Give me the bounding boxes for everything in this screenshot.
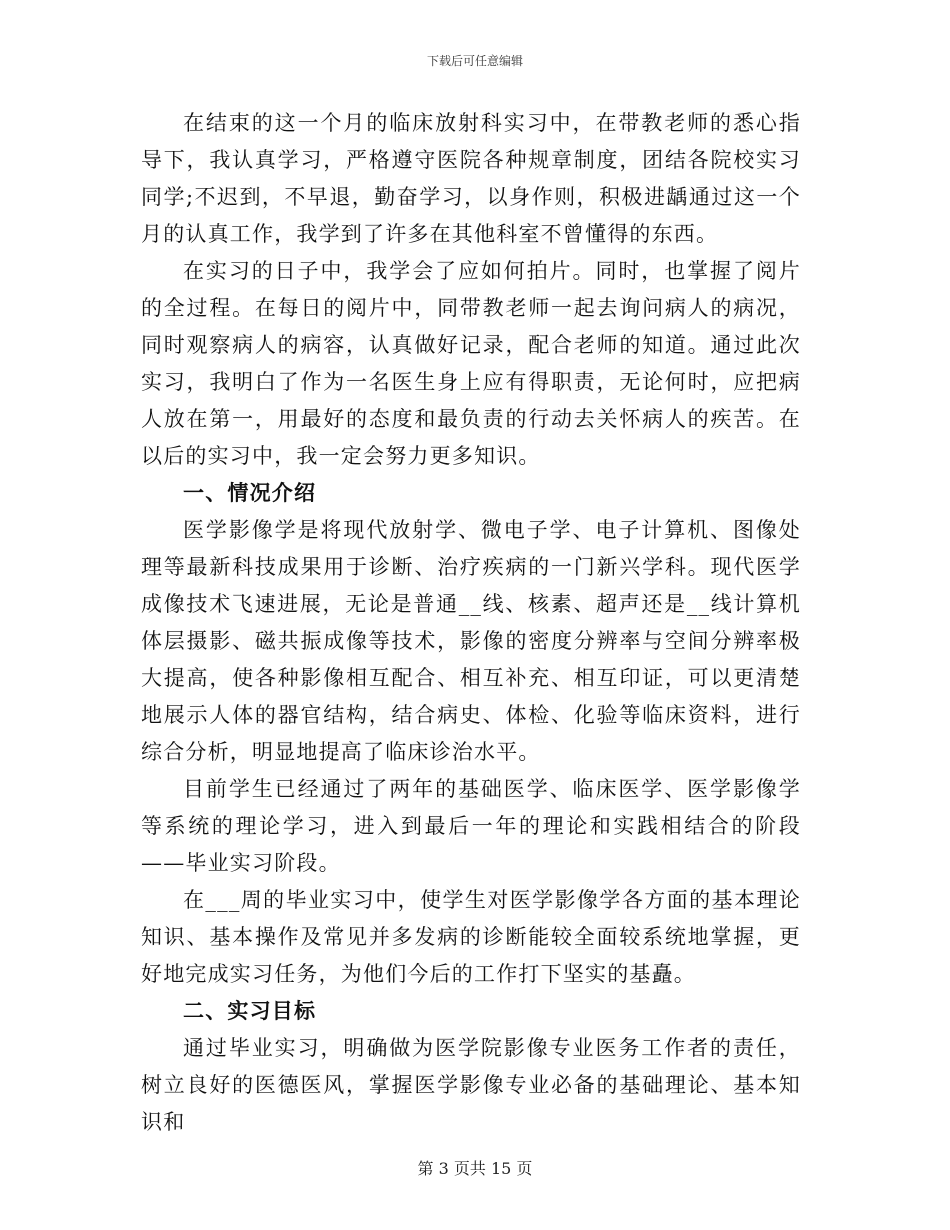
document-body [141, 105, 801, 1141]
section2-paragraph-1: 通过毕业实习，明确做为医学院影像专业医务工作者的责任，树立良好的医德医风，掌握医学影像专业必备的基础理论、基本知识和 [141, 1036, 801, 1134]
section1-paragraph-3: 在___周的毕业实习中，使学生对医学影像学各方面的基本理论知识、基本操作及常见并多发病的诊断能较全面较系统地掌握，更好地完成实习任务，为他们今后的工作打下坚实的基矗。 [141, 888, 801, 986]
section1-paragraph-1: 医学影像学是将现代放射学、微电子学、电子计算机、图像处理等最新科技成果用于诊断、治疗疾病的一门新兴学科。现代医学成像技术飞速进展，无论是普通__线、核素、超声还是__线计算机体层摄影、磁共振成像等技术，影像的密度分辨率与空间分辨率极大提高，使各种影像相互配合、相互补充、相互印证，可以更清楚地展示人体的器官结构，结合病史、体检、化验等临床资料，进行综合分析，明显地提高了临床诊治水平。 [141, 518, 801, 764]
page-header: 下载后可任意编辑 [426, 54, 523, 68]
intro-paragraph-1: 在结束的这一个月的临床放射科实习中，在带教老师的悉心指导下，我认真学习，严格遵守医院各种规章制度，团结各院校实习同学;不迟到，不早退，勤奋学习，以身作则，积极进龋通过这一个月的认真工作，我学到了许多在其他科室不曾懂得的东西。 [141, 111, 801, 246]
intro-paragraph-2: 在实习的日子中，我学会了应如何拍片。同时，也掌握了阅片的全过程。在每日的阅片中，同带教老师一起去询问病人的病况，同时观察病人的病容，认真做好记录，配合老师的知道。通过此次实习，我明白了作为一名医生身上应有得职责，无论何时，应把病人放在第一，用最好的态度和最负责的行动去关怀病人的疾苦。在以后的实习中，我一定会努力更多知识。 [141, 259, 801, 468]
section-heading-situation: 一、情况介绍 [183, 481, 317, 505]
section-heading-goals: 二、实习目标 [183, 999, 317, 1023]
section1-paragraph-2: 目前学生已经通过了两年的基础医学、临床医学、医学影像学等系统的理论学习，进入到最后一年的理论和实践相结合的阶段——毕业实习阶段。 [141, 777, 801, 875]
page-number-footer: 第 3 页共 15 页 [417, 1159, 533, 1178]
